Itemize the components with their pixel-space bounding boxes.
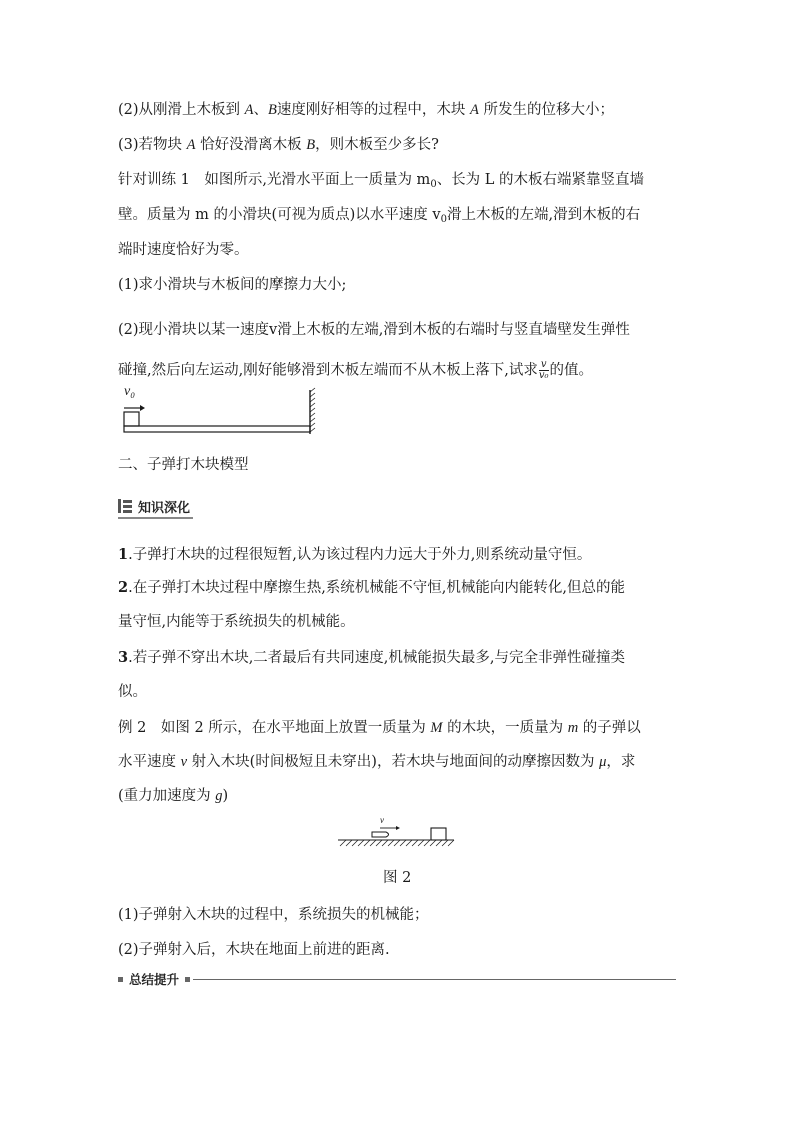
figure2-v-label: v — [380, 815, 384, 825]
knowledge-item-1: 1.子弹打木块的过程很短暂,认为该过程内力远大于外力,则系统动量守恒。 — [118, 546, 592, 563]
square-bullet-icon — [118, 977, 123, 982]
example2-line-1: 例 2 如图 2 所示，在水平地面上放置一质量为 M 的木块，一质量为 m 的子弹以 — [118, 720, 641, 736]
bars-icon — [118, 499, 132, 513]
training-question-2-line-1: (2)现小滑块以某一速度v滑上木板的左端,滑到木板的右端时与竖直墙壁发生弹性 — [118, 322, 630, 338]
summary-header — [118, 970, 676, 988]
knowledge-item-3: 3.若子弹不穿出木块,二者最后有共同速度,机械能损失最多,与完全非弹性碰撞类 — [118, 649, 626, 666]
example2-line-2: 水平速度 v 射入木块(时间极短且未穿出)，若木块与地面间的动摩擦因数为 μ，求 — [118, 754, 636, 770]
fraction-v-over-v0: $\frac{v}{\text{v₀}}$ — [538, 359, 549, 381]
example2-line-3: (重力加速度为 g) — [118, 788, 229, 804]
figure-v0-label: v₀ — [124, 384, 136, 399]
figure-caption: 图 2 — [383, 870, 412, 886]
board-wall-figure — [118, 386, 323, 438]
tag-label: 知识深化 — [138, 500, 191, 516]
example2-question-1: (1)子弹射入木块的过程中，系统损失的机械能； — [118, 907, 429, 923]
summary-rule — [193, 979, 676, 980]
knowledge-item-2: 2.在子弹打木块过程中摩擦生热,系统机械能不守恒,机械能向内能转化,但总的能 — [118, 579, 626, 596]
knowledge-tag — [118, 496, 190, 516]
question-2-line: (2)从刚滑上木板到 A、B速度刚好相等的过程中，木块 A 所发生的位移大小； — [118, 102, 614, 118]
example2-question-2: (2)子弹射入后，木块在地面上前进的距离. — [118, 942, 390, 958]
section-title: 二、子弹打木块模型 — [118, 457, 249, 473]
bullet-block-figure — [336, 815, 456, 853]
square-bullet-icon — [185, 977, 190, 982]
knowledge-item-3-cont: 似。 — [118, 684, 147, 700]
training-question-1: (1)求小滑块与木板间的摩擦力大小; — [118, 277, 347, 293]
summary-label: 总结提升 — [129, 972, 180, 987]
training-line-2: 壁。质量为 m 的小滑块(可视为质点)以水平速度 $v_0$滑上木板的左端,滑到木板的右 — [118, 207, 641, 225]
knowledge-item-2-cont: 量守恒,内能等于系统损失的机械能。 — [118, 614, 355, 630]
tag-underline — [118, 517, 193, 519]
training-line-3: 端时速度恰好为零。 — [118, 242, 249, 258]
question-3-line: (3)若物块 A 恰好没滑离木板 B，则木板至少多长? — [118, 137, 439, 153]
training-line-1: 针对训练 1 如图所示,光滑水平面上一质量为 $m_0$、长为 L 的木板右端紧靠竖直墙 — [118, 172, 645, 190]
training-question-2-line-2: 碰撞,然后向左运动,刚好能够滑到木板左端而不从木板上落下,试求 $\frac{v}{\text{v₀}}$ 的值。 — [118, 359, 593, 381]
